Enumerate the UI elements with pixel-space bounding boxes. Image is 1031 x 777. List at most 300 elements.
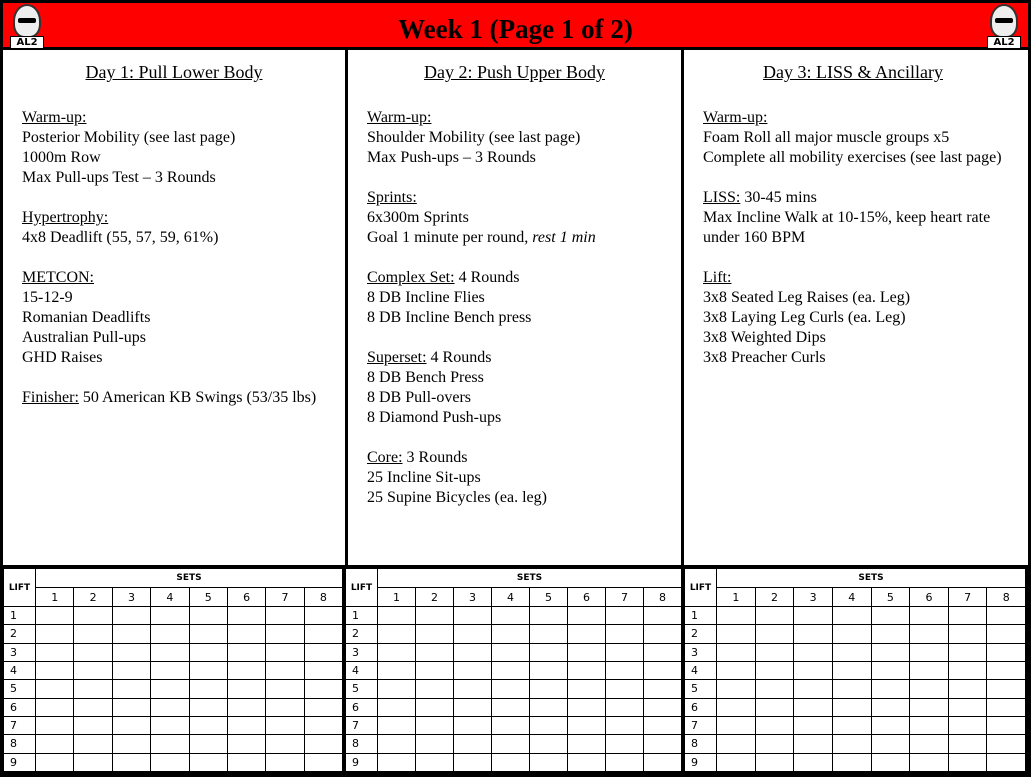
set-cell[interactable] bbox=[378, 607, 416, 625]
page-title: Week 1 (Page 1 of 2) bbox=[398, 14, 633, 44]
line-text: Max Push-ups – 3 Rounds bbox=[367, 149, 536, 166]
set-cell[interactable] bbox=[910, 607, 949, 625]
set-cell[interactable] bbox=[454, 680, 492, 698]
lift-number: 1 bbox=[685, 607, 717, 625]
set-cell[interactable] bbox=[378, 698, 416, 716]
set-cell[interactable] bbox=[36, 625, 74, 643]
set-cell[interactable] bbox=[492, 643, 530, 661]
set-cell[interactable] bbox=[832, 698, 871, 716]
set-cell[interactable] bbox=[266, 716, 304, 734]
set-cell[interactable] bbox=[304, 735, 342, 753]
set-cell[interactable] bbox=[378, 643, 416, 661]
set-cell[interactable] bbox=[871, 716, 910, 734]
set-cell[interactable] bbox=[378, 680, 416, 698]
set-cell[interactable] bbox=[568, 643, 606, 661]
set-cell[interactable] bbox=[454, 716, 492, 734]
lift-number: 7 bbox=[685, 716, 717, 734]
set-cell[interactable] bbox=[112, 661, 150, 679]
set-cell[interactable] bbox=[948, 661, 987, 679]
set-cell[interactable] bbox=[717, 625, 756, 643]
set-cell[interactable] bbox=[112, 716, 150, 734]
set-cell[interactable] bbox=[74, 625, 112, 643]
set-cell[interactable] bbox=[606, 607, 644, 625]
workout-line bbox=[22, 228, 330, 248]
line-note: rest 1 min bbox=[532, 229, 596, 246]
set-number: 8 bbox=[987, 588, 1026, 607]
section-label: Warm-up: bbox=[367, 109, 432, 126]
line-text: 8 Diamond Push-ups bbox=[367, 409, 502, 426]
set-cell[interactable] bbox=[794, 607, 833, 625]
set-cell[interactable] bbox=[454, 698, 492, 716]
set-cell[interactable] bbox=[755, 735, 794, 753]
set-cell[interactable] bbox=[987, 716, 1026, 734]
set-cell[interactable] bbox=[36, 716, 74, 734]
set-cell[interactable] bbox=[74, 716, 112, 734]
set-cell[interactable] bbox=[189, 735, 227, 753]
set-cell[interactable] bbox=[266, 698, 304, 716]
set-cell[interactable] bbox=[530, 643, 568, 661]
set-number: 4 bbox=[832, 588, 871, 607]
set-cell[interactable] bbox=[644, 607, 682, 625]
set-cell[interactable] bbox=[112, 698, 150, 716]
workout-line bbox=[703, 208, 1007, 248]
set-cell[interactable] bbox=[454, 753, 492, 771]
set-cell[interactable] bbox=[644, 625, 682, 643]
set-cell[interactable] bbox=[378, 661, 416, 679]
set-cell[interactable] bbox=[151, 643, 189, 661]
set-cell[interactable] bbox=[112, 607, 150, 625]
set-cell[interactable] bbox=[755, 607, 794, 625]
set-cell[interactable] bbox=[832, 643, 871, 661]
sunglasses-icon bbox=[18, 18, 36, 23]
set-cell[interactable] bbox=[910, 753, 949, 771]
set-cell[interactable] bbox=[189, 625, 227, 643]
set-cell[interactable] bbox=[189, 698, 227, 716]
set-cell[interactable] bbox=[36, 735, 74, 753]
set-cell[interactable] bbox=[910, 625, 949, 643]
set-cell[interactable] bbox=[871, 625, 910, 643]
set-cell[interactable] bbox=[987, 698, 1026, 716]
set-cell[interactable] bbox=[112, 735, 150, 753]
set-cell[interactable] bbox=[416, 680, 454, 698]
set-cell[interactable] bbox=[910, 680, 949, 698]
lift-header: LIFT bbox=[346, 569, 378, 607]
set-cell[interactable] bbox=[794, 753, 833, 771]
set-cell[interactable] bbox=[454, 735, 492, 753]
set-cell[interactable] bbox=[644, 735, 682, 753]
set-cell[interactable] bbox=[606, 698, 644, 716]
set-cell[interactable] bbox=[227, 698, 265, 716]
set-cell[interactable] bbox=[189, 607, 227, 625]
set-cell[interactable] bbox=[74, 680, 112, 698]
workout-line bbox=[367, 188, 666, 208]
set-cell[interactable] bbox=[227, 607, 265, 625]
set-cell[interactable] bbox=[454, 625, 492, 643]
table-row bbox=[346, 625, 682, 643]
set-cell[interactable] bbox=[416, 735, 454, 753]
set-cell[interactable] bbox=[266, 625, 304, 643]
table-row bbox=[4, 643, 343, 661]
table-row bbox=[4, 625, 343, 643]
workout-line bbox=[367, 228, 666, 248]
lift-number: 2 bbox=[685, 625, 717, 643]
set-cell[interactable] bbox=[151, 716, 189, 734]
table-row bbox=[4, 753, 343, 771]
set-number: 7 bbox=[266, 588, 304, 607]
line-text: 4 Rounds bbox=[454, 269, 520, 286]
set-cell[interactable] bbox=[151, 735, 189, 753]
set-cell[interactable] bbox=[832, 716, 871, 734]
set-cell[interactable] bbox=[36, 661, 74, 679]
set-cell[interactable] bbox=[568, 625, 606, 643]
set-cell[interactable] bbox=[644, 716, 682, 734]
set-cell[interactable] bbox=[304, 680, 342, 698]
set-cell[interactable] bbox=[755, 661, 794, 679]
set-cell[interactable] bbox=[304, 753, 342, 771]
table-row bbox=[346, 643, 682, 661]
set-cell[interactable] bbox=[871, 698, 910, 716]
set-cell[interactable] bbox=[266, 643, 304, 661]
set-cell[interactable] bbox=[454, 661, 492, 679]
set-cell[interactable] bbox=[416, 607, 454, 625]
workout-line bbox=[367, 128, 666, 148]
set-cell[interactable] bbox=[378, 625, 416, 643]
line-text: 4 Rounds bbox=[426, 349, 492, 366]
lift-number: 6 bbox=[4, 698, 36, 716]
set-cell[interactable] bbox=[454, 643, 492, 661]
set-cell[interactable] bbox=[717, 643, 756, 661]
set-cell[interactable] bbox=[910, 643, 949, 661]
line-text: 25 Supine Bicycles (ea. leg) bbox=[367, 489, 547, 506]
workout-section bbox=[22, 208, 345, 248]
set-cell[interactable] bbox=[832, 661, 871, 679]
set-cell[interactable] bbox=[227, 661, 265, 679]
set-cell[interactable] bbox=[416, 698, 454, 716]
set-cell[interactable] bbox=[871, 753, 910, 771]
set-cell[interactable] bbox=[794, 680, 833, 698]
set-cell[interactable] bbox=[755, 698, 794, 716]
table-row bbox=[685, 661, 1026, 679]
set-cell[interactable] bbox=[717, 607, 756, 625]
set-cell[interactable] bbox=[416, 661, 454, 679]
set-cell[interactable] bbox=[948, 716, 987, 734]
set-cell[interactable] bbox=[871, 680, 910, 698]
set-cell[interactable] bbox=[36, 753, 74, 771]
set-cell[interactable] bbox=[606, 661, 644, 679]
set-cell[interactable] bbox=[948, 680, 987, 698]
set-cell[interactable] bbox=[910, 716, 949, 734]
workout-line bbox=[367, 108, 666, 128]
set-cell[interactable] bbox=[416, 643, 454, 661]
set-cell[interactable] bbox=[530, 735, 568, 753]
set-cell[interactable] bbox=[227, 716, 265, 734]
set-cell[interactable] bbox=[266, 753, 304, 771]
workout-line bbox=[22, 128, 330, 148]
lift-number: 4 bbox=[346, 661, 378, 679]
set-cell[interactable] bbox=[189, 753, 227, 771]
workout-line bbox=[22, 388, 330, 408]
set-cell[interactable] bbox=[717, 716, 756, 734]
workout-line bbox=[703, 348, 1007, 368]
set-cell[interactable] bbox=[910, 661, 949, 679]
set-cell[interactable] bbox=[492, 716, 530, 734]
section-label: Hypertrophy: bbox=[22, 209, 109, 226]
table-row bbox=[685, 735, 1026, 753]
set-cell[interactable] bbox=[832, 680, 871, 698]
line-text: 3x8 Laying Leg Curls (ea. Leg) bbox=[703, 309, 906, 326]
lift-number: 8 bbox=[4, 735, 36, 753]
set-cell[interactable] bbox=[112, 680, 150, 698]
lift-number: 5 bbox=[4, 680, 36, 698]
sets-header: SETS bbox=[36, 569, 343, 588]
set-cell[interactable] bbox=[948, 735, 987, 753]
set-cell[interactable] bbox=[717, 698, 756, 716]
set-cell[interactable] bbox=[189, 643, 227, 661]
set-cell[interactable] bbox=[644, 698, 682, 716]
set-cell[interactable] bbox=[378, 735, 416, 753]
set-cell[interactable] bbox=[910, 735, 949, 753]
workout-line bbox=[367, 368, 666, 388]
workout-section bbox=[367, 448, 681, 508]
set-cell[interactable] bbox=[794, 625, 833, 643]
set-cell[interactable] bbox=[832, 607, 871, 625]
set-cell[interactable] bbox=[74, 735, 112, 753]
set-cell[interactable] bbox=[987, 643, 1026, 661]
set-cell[interactable] bbox=[568, 680, 606, 698]
set-cell[interactable] bbox=[112, 643, 150, 661]
set-cell[interactable] bbox=[987, 607, 1026, 625]
set-number: 2 bbox=[74, 588, 112, 607]
set-cell[interactable] bbox=[606, 716, 644, 734]
set-cell[interactable] bbox=[568, 607, 606, 625]
workout-line bbox=[367, 148, 666, 168]
set-cell[interactable] bbox=[832, 625, 871, 643]
lift-number: 1 bbox=[4, 607, 36, 625]
set-cell[interactable] bbox=[987, 753, 1026, 771]
set-number: 6 bbox=[227, 588, 265, 607]
day-panel-2 bbox=[345, 50, 681, 565]
set-cell[interactable] bbox=[530, 716, 568, 734]
lift-number: 8 bbox=[346, 735, 378, 753]
set-cell[interactable] bbox=[416, 753, 454, 771]
set-cell[interactable] bbox=[568, 735, 606, 753]
set-cell[interactable] bbox=[266, 680, 304, 698]
set-cell[interactable] bbox=[530, 625, 568, 643]
set-cell[interactable] bbox=[227, 625, 265, 643]
set-cell[interactable] bbox=[74, 661, 112, 679]
set-cell[interactable] bbox=[492, 661, 530, 679]
set-cell[interactable] bbox=[530, 753, 568, 771]
set-cell[interactable] bbox=[717, 753, 756, 771]
set-cell[interactable] bbox=[266, 735, 304, 753]
set-cell[interactable] bbox=[948, 607, 987, 625]
lift-header: LIFT bbox=[4, 569, 36, 607]
set-cell[interactable] bbox=[36, 698, 74, 716]
line-text: 3 Rounds bbox=[402, 449, 468, 466]
set-cell[interactable] bbox=[492, 680, 530, 698]
set-cell[interactable] bbox=[151, 680, 189, 698]
set-cell[interactable] bbox=[151, 698, 189, 716]
set-cell[interactable] bbox=[492, 753, 530, 771]
set-cell[interactable] bbox=[871, 643, 910, 661]
workout-line bbox=[22, 168, 330, 188]
set-cell[interactable] bbox=[871, 607, 910, 625]
table-row bbox=[346, 607, 682, 625]
lift-log-table-3 bbox=[684, 568, 1028, 774]
set-cell[interactable] bbox=[606, 625, 644, 643]
set-cell[interactable] bbox=[568, 716, 606, 734]
set-cell[interactable] bbox=[755, 680, 794, 698]
set-cell[interactable] bbox=[644, 643, 682, 661]
set-cell[interactable] bbox=[755, 716, 794, 734]
section-label: Sprints: bbox=[367, 189, 417, 206]
set-cell[interactable] bbox=[755, 643, 794, 661]
workout-line bbox=[22, 268, 330, 288]
set-number: 4 bbox=[492, 588, 530, 607]
set-cell[interactable] bbox=[568, 753, 606, 771]
table-row bbox=[346, 680, 682, 698]
set-cell[interactable] bbox=[910, 698, 949, 716]
set-cell[interactable] bbox=[151, 625, 189, 643]
set-cell[interactable] bbox=[530, 661, 568, 679]
set-cell[interactable] bbox=[112, 753, 150, 771]
set-number: 5 bbox=[530, 588, 568, 607]
set-cell[interactable] bbox=[304, 661, 342, 679]
set-cell[interactable] bbox=[492, 735, 530, 753]
set-cell[interactable] bbox=[794, 643, 833, 661]
set-cell[interactable] bbox=[794, 698, 833, 716]
set-cell[interactable] bbox=[568, 698, 606, 716]
set-cell[interactable] bbox=[794, 661, 833, 679]
set-cell[interactable] bbox=[416, 716, 454, 734]
set-cell[interactable] bbox=[74, 607, 112, 625]
set-cell[interactable] bbox=[304, 716, 342, 734]
set-cell[interactable] bbox=[987, 735, 1026, 753]
lift-number: 3 bbox=[4, 643, 36, 661]
set-number: 3 bbox=[454, 588, 492, 607]
set-cell[interactable] bbox=[530, 607, 568, 625]
set-cell[interactable] bbox=[266, 661, 304, 679]
set-cell[interactable] bbox=[794, 716, 833, 734]
line-text: Shoulder Mobility (see last page) bbox=[367, 129, 581, 146]
set-cell[interactable] bbox=[717, 735, 756, 753]
set-cell[interactable] bbox=[189, 680, 227, 698]
day-title: Day 3: LISS & Ancillary bbox=[763, 62, 943, 82]
workout-line bbox=[22, 348, 330, 368]
table-row bbox=[346, 661, 682, 679]
lift-number: 6 bbox=[685, 698, 717, 716]
set-cell[interactable] bbox=[227, 753, 265, 771]
set-cell[interactable] bbox=[227, 735, 265, 753]
set-cell[interactable] bbox=[266, 607, 304, 625]
set-cell[interactable] bbox=[378, 753, 416, 771]
set-cell[interactable] bbox=[606, 735, 644, 753]
set-cell[interactable] bbox=[492, 607, 530, 625]
lift-number: 9 bbox=[346, 753, 378, 771]
set-cell[interactable] bbox=[189, 716, 227, 734]
set-cell[interactable] bbox=[948, 625, 987, 643]
set-cell[interactable] bbox=[304, 607, 342, 625]
workout-section bbox=[22, 388, 345, 408]
set-cell[interactable] bbox=[606, 753, 644, 771]
set-cell[interactable] bbox=[416, 625, 454, 643]
sets-header: SETS bbox=[717, 569, 1026, 588]
set-cell[interactable] bbox=[36, 643, 74, 661]
set-cell[interactable] bbox=[948, 698, 987, 716]
set-cell[interactable] bbox=[492, 698, 530, 716]
set-cell[interactable] bbox=[717, 661, 756, 679]
lift-number: 5 bbox=[685, 680, 717, 698]
set-cell[interactable] bbox=[644, 753, 682, 771]
set-cell[interactable] bbox=[112, 625, 150, 643]
set-cell[interactable] bbox=[74, 698, 112, 716]
workout-line bbox=[22, 288, 330, 308]
set-cell[interactable] bbox=[304, 698, 342, 716]
set-cell[interactable] bbox=[227, 680, 265, 698]
set-cell[interactable] bbox=[871, 735, 910, 753]
set-cell[interactable] bbox=[987, 680, 1026, 698]
set-cell[interactable] bbox=[454, 607, 492, 625]
set-cell[interactable] bbox=[987, 661, 1026, 679]
lift-number: 3 bbox=[346, 643, 378, 661]
lift-number: 9 bbox=[4, 753, 36, 771]
set-cell[interactable] bbox=[644, 661, 682, 679]
lift-number: 2 bbox=[4, 625, 36, 643]
set-cell[interactable] bbox=[568, 661, 606, 679]
set-cell[interactable] bbox=[717, 680, 756, 698]
line-text: 50 American KB Swings (53/35 lbs) bbox=[78, 389, 317, 406]
set-cell[interactable] bbox=[644, 680, 682, 698]
workout-section bbox=[22, 108, 345, 188]
set-cell[interactable] bbox=[151, 607, 189, 625]
set-cell[interactable] bbox=[948, 753, 987, 771]
set-cell[interactable] bbox=[755, 625, 794, 643]
set-cell[interactable] bbox=[151, 753, 189, 771]
set-cell[interactable] bbox=[36, 680, 74, 698]
set-cell[interactable] bbox=[189, 661, 227, 679]
set-cell[interactable] bbox=[871, 661, 910, 679]
set-cell[interactable] bbox=[74, 753, 112, 771]
table-row bbox=[685, 625, 1026, 643]
set-cell[interactable] bbox=[832, 735, 871, 753]
set-cell[interactable] bbox=[755, 753, 794, 771]
set-cell[interactable] bbox=[227, 643, 265, 661]
workout-line bbox=[367, 208, 666, 228]
set-cell[interactable] bbox=[606, 680, 644, 698]
set-cell[interactable] bbox=[987, 625, 1026, 643]
set-number: 6 bbox=[568, 588, 606, 607]
set-cell[interactable] bbox=[530, 698, 568, 716]
set-cell[interactable] bbox=[36, 607, 74, 625]
set-cell[interactable] bbox=[530, 680, 568, 698]
set-cell[interactable] bbox=[948, 643, 987, 661]
workout-line bbox=[703, 308, 1007, 328]
line-text: Goal 1 minute per round, bbox=[367, 229, 533, 246]
set-cell[interactable] bbox=[378, 716, 416, 734]
workout-line bbox=[367, 308, 666, 328]
set-cell[interactable] bbox=[74, 643, 112, 661]
workout-section bbox=[703, 268, 1022, 368]
set-cell[interactable] bbox=[304, 625, 342, 643]
set-cell[interactable] bbox=[304, 643, 342, 661]
set-cell[interactable] bbox=[832, 753, 871, 771]
line-text: 15-12-9 bbox=[22, 289, 73, 306]
set-cell[interactable] bbox=[794, 735, 833, 753]
set-cell[interactable] bbox=[492, 625, 530, 643]
set-cell[interactable] bbox=[151, 661, 189, 679]
section-label: Warm-up: bbox=[22, 109, 87, 126]
set-cell[interactable] bbox=[606, 643, 644, 661]
